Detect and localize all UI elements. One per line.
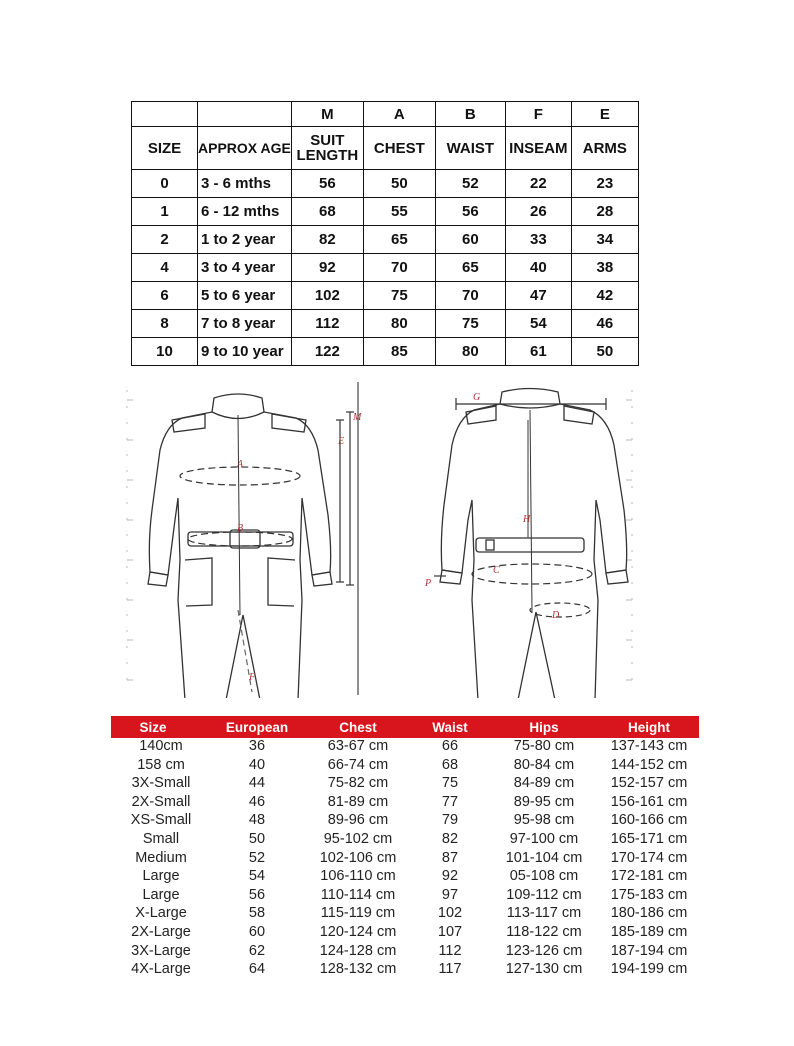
label-f: F [249,672,256,683]
table-row [111,738,699,757]
table-cell: 4X-Large [131,961,191,978]
table-cell: 89-95 cm [513,793,575,810]
adult-size-table [111,738,699,980]
table-cell: 92 [291,254,363,282]
table-cell: 118-122 cm [506,923,582,940]
table-row [111,961,699,980]
table-row [132,254,639,282]
table-cell: 102 [437,905,463,922]
table-cell: 6 - 12 mths [198,198,292,226]
header-row [132,127,639,170]
header-cell: INSEAM [505,127,571,170]
table-row [132,338,639,366]
table-cell: 175-183 cm [610,886,688,903]
table-cell: 60 [248,923,266,940]
table-row [132,310,639,338]
table-cell: 80 [435,338,505,366]
table-cell: 89-96 cm [327,812,389,829]
table-cell: 107 [437,923,463,940]
letter-cell: E [571,102,638,127]
adult-table-header [111,716,699,738]
table-cell: 05-108 cm [509,868,579,885]
header-chest: Chest [339,720,377,735]
table-cell: 87 [441,849,459,866]
table-cell: 22 [505,170,571,198]
table-row [111,850,699,869]
label-a: A [237,459,244,470]
table-cell: 56 [248,886,266,903]
table-cell: 68 [291,198,363,226]
table-cell: 112 [291,310,363,338]
table-cell: 42 [571,282,638,310]
kids-size-table [131,101,639,366]
table-cell: 1 to 2 year [198,226,292,254]
table-cell: 79 [441,812,459,829]
table-cell: 127-130 cm [505,961,583,978]
table-cell: 28 [571,198,638,226]
table-cell: 50 [571,338,638,366]
table-cell: 140cm [139,738,183,754]
suit-measurement-diagram [125,380,645,698]
header-cell: ARMS [571,127,638,170]
table-cell: 123-126 cm [505,942,583,959]
table-row [111,831,699,850]
header-waist: Waist [432,720,468,735]
table-cell: 128-132 cm [319,961,397,978]
table-cell: Large [142,886,180,903]
table-cell: 3 to 4 year [198,254,292,282]
header-european: European [225,720,289,735]
table-cell: 75 [363,282,435,310]
table-cell: 120-124 cm [319,923,397,940]
header-cell: APPROX AGE [198,127,292,170]
table-cell: 7 to 8 year [198,310,292,338]
table-cell: 55 [363,198,435,226]
table-row [111,794,699,813]
header-cell: SUIT LENGTH [291,127,363,170]
letter-row [132,102,639,127]
table-cell: 10 [132,338,198,366]
table-cell: 117 [438,961,462,978]
table-cell: 82 [441,830,459,847]
table-cell: 113-117 cm [506,905,582,922]
table-cell: 2X-Small [131,793,191,810]
suit-back-view [440,389,628,699]
header-cell: CHEST [363,127,435,170]
table-cell: XS-Small [130,812,192,829]
table-cell: 109-112 cm [506,886,582,903]
table-cell: 75-80 cm [513,738,575,754]
table-cell: 3X-Small [131,775,191,792]
table-cell: 8 [132,310,198,338]
table-cell: 40 [248,756,266,773]
table-row [111,868,699,887]
header-cell: WAIST [435,127,505,170]
table-cell: 68 [441,756,459,773]
table-cell: 0 [132,170,198,198]
table-cell: 70 [363,254,435,282]
letter-cell: B [435,102,505,127]
table-cell: 187-194 cm [610,942,688,959]
suit-front-view [148,394,332,698]
table-cell: 122 [291,338,363,366]
letter-cell: M [291,102,363,127]
table-cell: 95-98 cm [513,812,575,829]
table-cell: 102-106 cm [319,849,397,866]
table-cell: 4 [132,254,198,282]
table-cell: 85 [363,338,435,366]
table-row [132,226,639,254]
table-cell: 152-157 cm [610,775,688,792]
table-cell: 70 [435,282,505,310]
table-cell: 52 [435,170,505,198]
table-cell: 165-171 cm [610,830,688,847]
diagram-grid [127,390,632,690]
table-cell: 60 [435,226,505,254]
table-row [111,924,699,943]
table-cell: 84-89 cm [513,775,575,792]
table-cell: Medium [135,849,187,866]
table-cell: 75 [441,775,459,792]
table-cell: 160-166 cm [610,812,688,829]
label-c: C [493,565,500,576]
table-cell: 23 [571,170,638,198]
table-cell: 81-89 cm [327,793,389,810]
table-cell: 65 [435,254,505,282]
letter-cell: A [363,102,435,127]
table-cell: 65 [363,226,435,254]
table-cell: 92 [441,868,459,885]
table-cell: 61 [505,338,571,366]
table-cell: 115-119 cm [320,905,396,922]
table-cell: 2 [132,226,198,254]
table-cell: 75-82 cm [327,775,389,792]
label-h: H [523,514,531,525]
table-cell: 63-67 cm [327,738,389,754]
table-cell: 170-174 cm [610,849,688,866]
table-cell: 33 [505,226,571,254]
table-cell: 180-186 cm [610,905,688,922]
table-cell: 3X-Large [131,942,191,959]
table-cell: 112 [438,942,462,959]
letter-cell [132,102,198,127]
table-cell: 9 to 10 year [198,338,292,366]
table-row [111,775,699,794]
label-b: B [237,523,244,534]
table-row [132,198,639,226]
table-cell: 64 [248,961,266,978]
table-cell: 38 [571,254,638,282]
table-cell: 144-152 cm [610,756,688,773]
table-cell: 54 [248,868,266,885]
table-cell: 158 cm [137,756,185,773]
label-p: P [425,578,432,589]
table-cell: 34 [571,226,638,254]
table-cell: Small [142,830,180,847]
table-cell: 54 [505,310,571,338]
table-row [111,757,699,776]
table-cell: 66 [441,738,459,754]
table-cell: 5 to 6 year [198,282,292,310]
table-cell: 66-74 cm [327,756,389,773]
table-row [132,282,639,310]
table-cell: 3 - 6 mths [198,170,292,198]
table-cell: 1 [132,198,198,226]
table-cell: 52 [248,849,266,866]
label-m: M [353,412,362,423]
table-row [111,812,699,831]
header-cell: SIZE [132,127,198,170]
table-row [111,887,699,906]
table-cell: 6 [132,282,198,310]
table-cell: 50 [363,170,435,198]
table-cell: 95-102 cm [323,830,393,847]
table-cell: 102 [291,282,363,310]
table-cell: 110-114 cm [320,886,396,903]
table-cell: 62 [248,942,266,959]
table-cell: 46 [571,310,638,338]
header-height: Height [628,720,670,735]
table-cell: 75 [435,310,505,338]
table-cell: 36 [248,738,266,754]
table-cell: 185-189 cm [610,923,688,940]
table-cell: 106-110 cm [320,868,396,885]
letter-cell [198,102,292,127]
table-cell: 48 [248,812,266,829]
table-cell: X-Large [135,905,187,922]
label-d: D [552,610,560,621]
table-cell: 101-104 cm [505,849,583,866]
table-cell: 47 [505,282,571,310]
table-row [111,943,699,962]
header-size: Size [139,720,167,735]
label-g: G [473,392,481,403]
table-cell: 56 [291,170,363,198]
letter-cell: F [505,102,571,127]
table-row [132,170,639,198]
front-measure-lines [180,412,354,692]
table-cell: 40 [505,254,571,282]
table-cell: 124-128 cm [319,942,397,959]
table-cell: 46 [248,793,266,810]
table-cell: 137-143 cm [610,738,688,754]
label-e: E [338,436,345,447]
table-cell: 82 [291,226,363,254]
table-cell: 97-100 cm [509,830,579,847]
table-cell: 80-84 cm [513,756,575,773]
table-cell: 56 [435,198,505,226]
table-cell: 77 [441,793,459,810]
table-cell: 156-161 cm [610,793,688,810]
table-cell: 50 [248,830,266,847]
table-cell: 172-181 cm [610,868,688,885]
table-cell: 26 [505,198,571,226]
table-row [111,905,699,924]
table-cell: Large [142,868,180,885]
header-hips: Hips [529,720,559,735]
table-cell: 194-199 cm [610,961,688,978]
table-cell: 44 [248,775,266,792]
table-cell: 2X-Large [131,923,191,940]
table-cell: 58 [248,905,266,922]
table-cell: 80 [363,310,435,338]
table-cell: 97 [441,886,459,903]
